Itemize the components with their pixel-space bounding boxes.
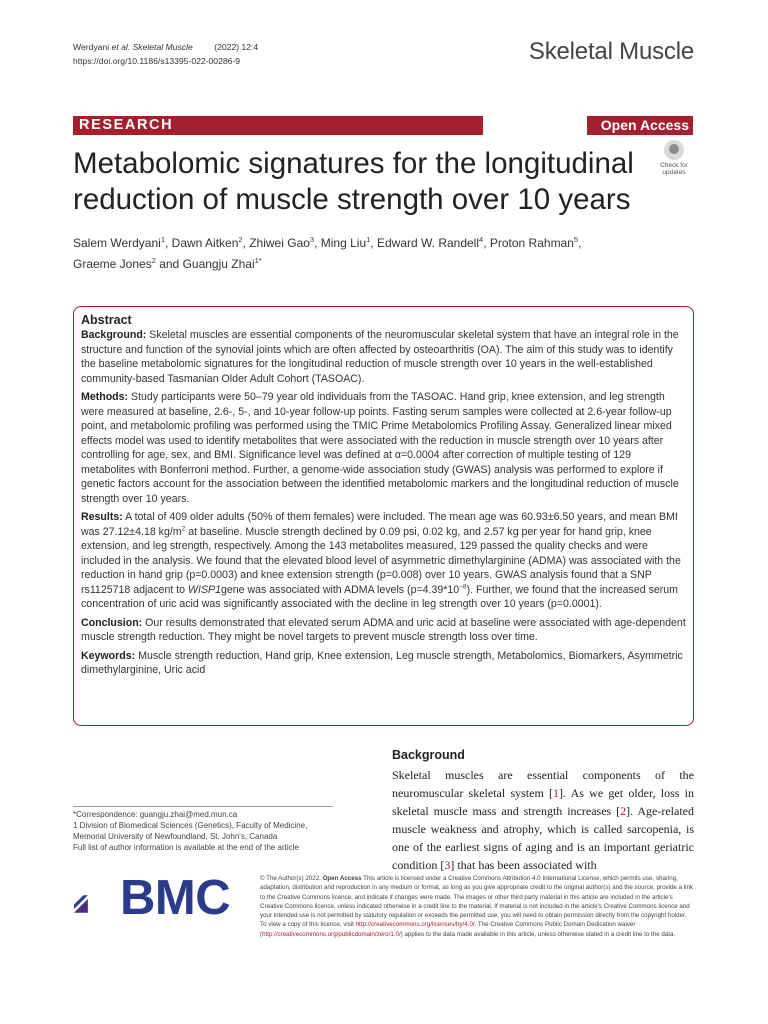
research-label: RESEARCH — [79, 117, 174, 133]
author: Ming Liu$^1$ — [320, 235, 371, 250]
citation-authors: Werdyani — [73, 42, 110, 52]
correspondence-note — [73, 806, 333, 853]
check-updates-text — [654, 162, 694, 176]
background-heading: Background — [392, 748, 465, 762]
abstract-results: Results: A total of 409 older adults (50% of them females) were included. The mean age was 60.93±6.50 years, and mean BMI was 27.12±4.18 $kg/m^2$ at baseline. Muscle strength declined by 0.09 psi, 0.02 kg, and 2.57 kg per year for hand grip, knee extension, and leg strength, respectively. Among the 143 metabolites measured, 129 passed the quality checks and were included in the analysis. We found that the elevated blood level of asymmetric dimethylarginine (ADMA) was associated with the reduction in hand grip (p=0.0003) and knee extension strength (p=0.008) over 10 years. GWAS analysis found that a SNP rs1125718 adjacent to WISP1gene was associated with ADMA levels $(p=4.39*10^{-8})$. Further, we found that the increased serum concentration of uric acid was significantly associated with the decline in leg strength over 10 years (p=0.0001). — [81, 511, 681, 610]
author: Proton Rahman$^5$ — [489, 235, 579, 250]
abstract-methods: Methods: Study participants were 50–79 year old individuals from the TASOAC. Hand grip, knee extension, and leg strength were measured at baseline, 2.6-, 5-, and 10-year follow-up points. Fasting serum samples were collected at 2.6-year follow-up point, and metabolomic profiling was performed using the TMIC Prime Metabolomics Profiling Assay. Generalized linear mixed effects model was used to identify metabolites that were associated with the reduction in muscle strength over 10 years after controlling for age, sex, and BMI. Significance level was defined at α=0.0004 after correction of multiple testing of 129 metabolites with Bonferroni method. Further, a genome-wide association study (GWAS) analysis was performed to explore if genetic factors account for the association between the identified metabolomic markers and the longitudinal reduction of muscle strength over 10 years. — [81, 391, 679, 505]
abstract-box — [73, 306, 694, 726]
abstract-background: Background: Skeletal muscles are essential components of the neuromuscular skeletal system that have an integral role in the structure and function of the synovial joints which are often affected by osteoarthritis (OA). The aim of this study was to identify the baseline metabolomic signatures for the longitudinal reduction of muscle strength over 10 years in the well-established community-based Tasmanian Older Adult Cohort (TASOAC). — [81, 329, 679, 385]
check-for-updates-badge[interactable] — [654, 140, 694, 180]
bmc-logo-text: BMC — [120, 871, 231, 925]
article-title: Metabolomic signatures for the longitudinal reduction of muscle strength over 10 years — [73, 147, 634, 216]
research-bar — [73, 116, 483, 135]
author: Edward W. Randell$^4$ — [376, 235, 484, 250]
check-updates-icon-inner — [669, 144, 679, 154]
author: Graeme Jones$^2$ — [73, 256, 156, 271]
bmc-logo-mark — [74, 876, 118, 932]
check-updates-line2: updates — [662, 169, 686, 176]
reference-link[interactable]: 2 — [620, 804, 627, 818]
author: Zhiwei Gao$^3$ — [249, 235, 315, 250]
author: Guangju Zhai$^{1*}$ — [182, 256, 262, 271]
author-list: Salem Werdyani$^1$, Dawn Aitken$^2$, Zhiwei Gao$^3$, Ming Liu$^1$, Edward W. Randell$^4$, Proton Rahman$^5$, Graeme Jones$^2$ and Guangju Zhai$^{1*}$ — [73, 235, 582, 271]
citation-journal: et al. Skeletal Muscle — [111, 42, 193, 52]
abstract-heading: Abstract — [81, 313, 132, 327]
license-text: © The Author(s) 2022. Open Access This article is licensed under a Creative Commons Attribution 4.0 International License, which permits use, sharing, adaptation, distribution and reproduction in any medium or format, as long as you give appropriate credit to the original author(s) and the source, provide a link to the Creative Commons licence, and indicate if changes were made. The images or other third party material in this article are included in the article's Creative Commons licence, unless indicated otherwise in a credit line to the material. If material is not included in the article's Creative Commons licence and your intended use is not permitted by statutory regulation or exceeds the permitted use, you will need to obtain permission directly from the copyright holder. To view a copy of this licence, visit http://creativecommons.org/licenses/by/4.0/. The Creative Commons Public Domain Dedication waiver (http://creativecommons.org/publicdomain/zero/1.0/) applies to the data made available in this article, unless otherwise stated in a credit line to the data. — [260, 875, 694, 938]
citation-header — [73, 40, 258, 68]
check-updates-line1: Check for — [660, 162, 688, 169]
reference-link[interactable]: 3 — [444, 858, 451, 872]
author: Salem Werdyani$^1$ — [73, 235, 165, 250]
abstract-keywords: Keywords: Muscle strength reduction, Hand grip, Knee extension, Leg muscle strength, Metabolomics, Biomarkers, Asymmetric dimethylarginine, Uric acid — [81, 649, 683, 676]
open-access-bar — [587, 116, 693, 135]
reference-link[interactable]: 1 — [553, 786, 560, 800]
affiliation-line: 1 Division of Biomedical Sciences (Genetics), Faculty of Medicine, — [73, 821, 308, 830]
citation-year: (2022) 12:4 — [214, 42, 259, 52]
background-body: Skeletal muscles are essential components of the neuromuscular skeletal system [1]. As we get older, loss in skeletal muscle mass and strength increases [2]. Age-related muscle weakness and atrophy, which is called sarcopenia, is one of the earliest signs of aging and is an important geriatric condition [3] that has been associated with — [392, 768, 694, 872]
open-access-label: Open Access — [600, 117, 689, 133]
cc-license-link[interactable]: http://creativecommons.org/licenses/by/4.0/ — [355, 921, 475, 929]
abstract-conclusion: Conclusion: Our results demonstrated that elevated serum ADMA and uric acid at baseline were associated with age-dependent muscle strength reduction. They might be novel targets to prevent muscle strength loss over time. — [81, 616, 686, 643]
doi-link[interactable]: https://doi.org/10.1186/s13395-022-00286-9 — [73, 56, 241, 66]
author: Dawn Aitken$^2$ — [171, 235, 243, 250]
article-type-bar — [73, 116, 693, 135]
affiliation-line: Memorial University of Newfoundland, St. John's, Canada — [73, 832, 278, 841]
correspondence-email: *Correspondence: guangju.zhai@med.mun.ca — [73, 810, 238, 819]
cc-zero-link[interactable]: http://creativecommons.org/publicdomain/zero/1.0/ — [262, 930, 401, 938]
author-info-note: Full list of author information is available at the end of the article — [73, 843, 299, 852]
journal-name: Skeletal Muscle — [528, 38, 694, 65]
